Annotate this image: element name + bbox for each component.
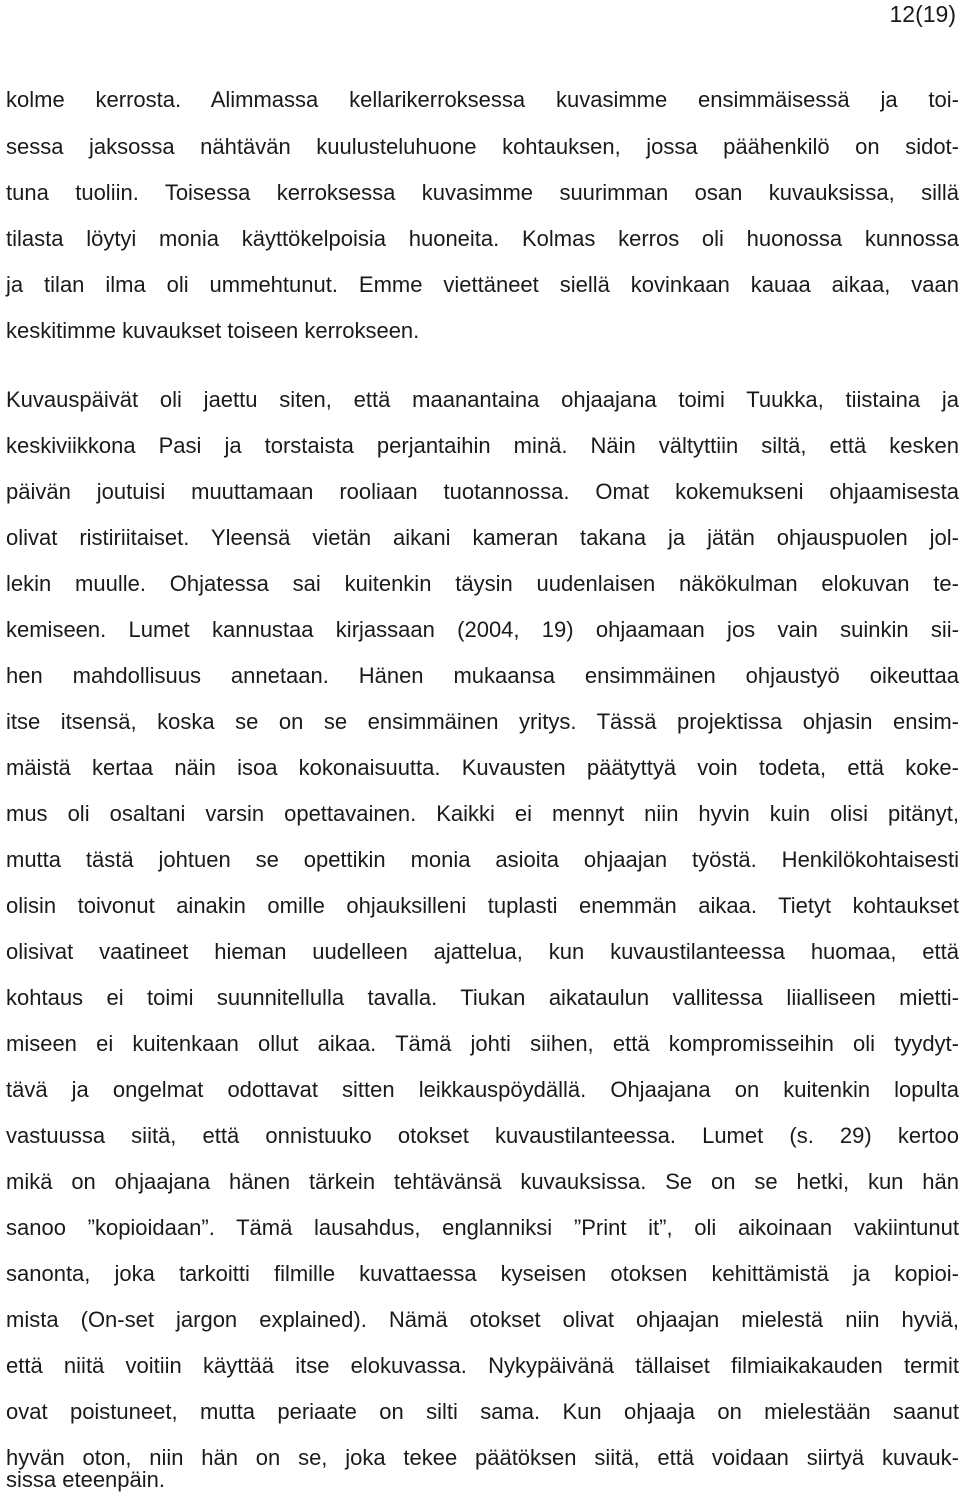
text-line: tuna tuoliin. Toisessa kerroksessa kuvasimme suurimman osan kuvauksissa, sillä (6, 180, 959, 205)
text-line: mäistä kertaa näin isoa kokonaisuutta. Kuvausten päätyttyä voin todeta, että koke- (6, 755, 959, 780)
text-line: että niitä voitiin käyttää itse elokuvassa. Nykypäivänä tällaiset filmiaikakauden termit (6, 1353, 959, 1378)
text-line: Kuvauspäivät oli jaettu siten, että maanantaina ohjaajana toimi Tuukka, tiistaina ja (6, 387, 959, 412)
text-line: tilasta löytyi monia käyttökelpoisia huoneita. Kolmas kerros oli huonossa kunnossa (6, 226, 959, 251)
text-line: olisin toivonut ainakin omille ohjauksilleni tuplasti enemmän aikaa. Tietyt kohtaukset (6, 893, 959, 918)
text-line: mus oli osaltani varsin opettavainen. Kaikki ei mennyt niin hyvin kuin olisi pitänyt, (6, 801, 959, 826)
text-line: hen mahdollisuus annetaan. Hänen mukaansa ensimmäinen ohjaustyö oikeuttaa (6, 663, 959, 688)
text-line: sessa jaksossa nähtävän kuulusteluhuone kohtauksen, jossa päähenkilö on sidot- (6, 134, 959, 159)
text-line: olisivat vaatineet hieman uudelleen ajattelua, kun kuvaustilanteessa huomaa, että (6, 939, 959, 964)
text-line: itse itsensä, koska se on se ensimmäinen yritys. Tässä projektissa ohjasin ensim- (6, 709, 959, 734)
text-line: mutta tästä johtuen se opettikin monia asioita ohjaajan työstä. Henkilökohtaisesti (6, 847, 959, 872)
text-line: kemiseen. Lumet kannustaa kirjassaan (2004, 19) ohjaamaan jos vain suinkin sii- (6, 617, 959, 642)
text-line: kolme kerrosta. Alimmassa kellarikerroksessa kuvasimme ensimmäisessä ja toi- (6, 87, 959, 112)
text-line: kohtaus ei toimi suunnitellulla tavalla. Tiukan aikataulun vallitessa liialliseen mietti- (6, 985, 959, 1010)
text-line: olivat ristiriitaiset. Yleensä vietän aikani kameran takana ja jätän ohjauspuolen jol- (6, 525, 959, 550)
text-line: keskitimme kuvaukset toiseen kerrokseen. (6, 318, 420, 343)
text-line: sanoo ”kopioidaan”. Tämä lausahdus, englanniksi ”Print it”, oli aikoinaan vakiintunut (6, 1215, 959, 1240)
text-line: hyvän oton, niin hän on se, joka tekee päätöksen siitä, että voidaan siirtyä kuvauk- (6, 1445, 959, 1470)
text-line: vastuussa siitä, että onnistuuko otokset kuvaustilanteessa. Lumet (s. 29) kertoo (6, 1123, 959, 1148)
text-line: tävä ja ongelmat odottavat sitten leikkauspöydällä. Ohjaajana on kuitenkin lopulta (6, 1077, 959, 1102)
text-line: sissa eteenpäin. (6, 1467, 165, 1492)
text-line: ja tilan ilma oli ummehtunut. Emme viettäneet siellä kovinkaan kauaa aikaa, vaan (6, 272, 959, 297)
page-number: 12(19) (889, 1, 956, 27)
text-line: sanonta, joka tarkoitti filmille kuvattaessa kyseisen otoksen kehittämistä ja kopioi- (6, 1261, 959, 1286)
text-line: miseen ei kuitenkaan ollut aikaa. Tämä johti siihen, että kompromisseihin oli tyydyt- (6, 1031, 959, 1056)
text-line: mikä on ohjaajana hänen tärkein tehtävänsä kuvauksissa. Se on se hetki, kun hän (6, 1169, 959, 1194)
text-line: ovat poistuneet, mutta periaate on silti sama. Kun ohjaaja on mielestään saanut (6, 1399, 959, 1424)
text-line: lekin muulle. Ohjatessa sai kuitenkin täysin uudenlaisen näkökulman elokuvan te- (6, 571, 959, 596)
text-line: mista (On-set jargon explained). Nämä otokset olivat ohjaajan mielestä niin hyviä, (6, 1307, 959, 1332)
text-line: päivän joutuisi muuttamaan rooliaan tuotannossa. Omat kokemukseni ohjaamisesta (6, 479, 959, 504)
text-line: keskiviikkona Pasi ja torstaista perjantaihin minä. Näin vältyttiin siltä, että kesken (6, 433, 959, 458)
